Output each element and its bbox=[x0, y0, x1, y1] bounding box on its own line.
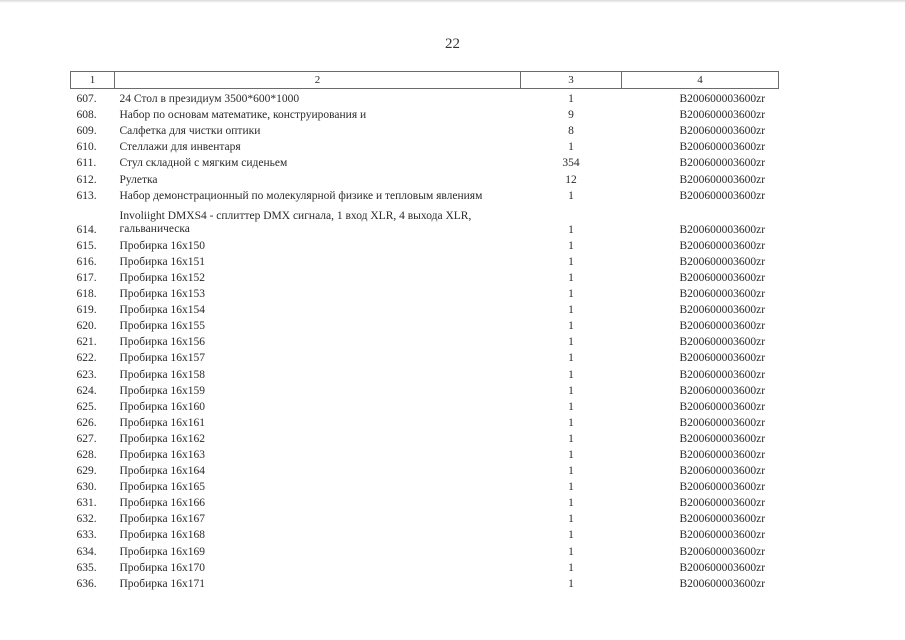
item-quantity: 1 bbox=[568, 93, 574, 106]
item-name: Пробирка 16х164 bbox=[119, 465, 205, 478]
table-row bbox=[71, 268, 779, 284]
table-row bbox=[71, 137, 779, 153]
item-quantity: 1 bbox=[568, 288, 574, 301]
item-code: B200600003600zr bbox=[679, 529, 766, 542]
inventory-table bbox=[70, 71, 779, 590]
item-name: 24 Стол в президиум 3500*600*1000 bbox=[119, 93, 300, 106]
item-name: Пробирка 16х152 bbox=[119, 271, 205, 284]
item-code: B200600003600zr bbox=[679, 481, 766, 494]
item-name: Пробирка 16х170 bbox=[119, 561, 205, 574]
header-col-name: 2 bbox=[115, 72, 521, 89]
table-row bbox=[71, 332, 779, 348]
row-number: 625. bbox=[76, 400, 97, 413]
row-number: 629. bbox=[76, 465, 97, 478]
row-number: 628. bbox=[76, 448, 97, 461]
row-number: 618. bbox=[76, 288, 97, 301]
item-quantity: 1 bbox=[568, 189, 574, 202]
item-name: Пробирка 16х153 bbox=[119, 288, 205, 301]
row-number: 631. bbox=[76, 497, 97, 510]
table-row bbox=[71, 445, 779, 461]
item-quantity: 1 bbox=[568, 271, 574, 284]
table-row bbox=[71, 477, 779, 493]
item-code: B200600003600zr bbox=[679, 368, 766, 381]
item-name: Пробирка 16х154 bbox=[119, 304, 205, 317]
item-quantity: 354 bbox=[562, 157, 580, 170]
table-row bbox=[71, 202, 779, 236]
item-name: Рулетка bbox=[119, 173, 158, 186]
table-row bbox=[71, 509, 779, 525]
item-name: Пробирка 16х157 bbox=[119, 352, 205, 365]
table-row bbox=[71, 525, 779, 541]
table-row bbox=[71, 541, 779, 557]
item-code: B200600003600zr bbox=[679, 545, 766, 558]
item-quantity: 12 bbox=[565, 173, 577, 186]
item-quantity: 9 bbox=[568, 109, 574, 122]
row-number: 621. bbox=[76, 336, 97, 349]
item-code: B200600003600zr bbox=[679, 271, 766, 284]
row-number: 626. bbox=[76, 416, 97, 429]
row-number: 636. bbox=[76, 577, 97, 590]
item-name: Пробирка 16х162 bbox=[119, 432, 205, 445]
item-name: Пробирка 16х150 bbox=[119, 239, 205, 252]
table-row bbox=[71, 169, 779, 185]
item-quantity: 1 bbox=[568, 304, 574, 317]
item-quantity: 1 bbox=[568, 432, 574, 445]
item-quantity: 1 bbox=[568, 416, 574, 429]
row-number: 634. bbox=[76, 545, 97, 558]
table-row bbox=[71, 153, 779, 169]
item-code: B200600003600zr bbox=[679, 384, 766, 397]
table-row bbox=[71, 364, 779, 380]
item-name: Салфетка для чистки оптики bbox=[119, 125, 261, 138]
row-number: 614. bbox=[76, 223, 97, 236]
table-row bbox=[71, 316, 779, 332]
item-code: B200600003600zr bbox=[679, 125, 766, 138]
item-name: Пробирка 16х160 bbox=[119, 400, 205, 413]
item-code: B200600003600zr bbox=[679, 141, 766, 154]
page-number: 22 bbox=[445, 36, 460, 52]
row-number: 633. bbox=[76, 529, 97, 542]
table-row bbox=[71, 105, 779, 121]
item-code: B200600003600zr bbox=[679, 432, 766, 445]
item-code: B200600003600zr bbox=[679, 352, 766, 365]
item-name: Пробирка 16х161 bbox=[119, 416, 205, 429]
item-quantity: 1 bbox=[568, 448, 574, 461]
item-quantity: 1 bbox=[568, 465, 574, 478]
header-col-code: 4 bbox=[622, 72, 779, 89]
item-quantity: 1 bbox=[568, 368, 574, 381]
table-row bbox=[71, 284, 779, 300]
item-quantity: 1 bbox=[568, 497, 574, 510]
table-row bbox=[71, 348, 779, 364]
table-row bbox=[71, 493, 779, 509]
item-code: B200600003600zr bbox=[679, 497, 766, 510]
table-row bbox=[71, 558, 779, 574]
item-quantity: 1 bbox=[568, 141, 574, 154]
row-number: 607. bbox=[76, 93, 97, 106]
item-quantity: 8 bbox=[568, 125, 574, 138]
row-number: 608. bbox=[76, 109, 97, 122]
item-code: B200600003600zr bbox=[679, 173, 766, 186]
scan-edge bbox=[0, 0, 905, 3]
item-name: Пробирка 16х158 bbox=[119, 368, 205, 381]
table-row bbox=[71, 381, 779, 397]
item-quantity: 1 bbox=[568, 400, 574, 413]
table-row bbox=[71, 300, 779, 316]
item-name: Пробирка 16х168 bbox=[119, 529, 205, 542]
table-row bbox=[71, 121, 779, 137]
table-header bbox=[71, 72, 779, 89]
item-code: B200600003600zr bbox=[679, 320, 766, 333]
row-number: 635. bbox=[76, 561, 97, 574]
row-number: 609. bbox=[76, 125, 97, 138]
item-code: B200600003600zr bbox=[679, 448, 766, 461]
item-name: Пробирка 16х165 bbox=[119, 481, 205, 494]
item-code: B200600003600zr bbox=[679, 157, 766, 170]
item-quantity: 1 bbox=[568, 577, 574, 590]
item-name: Пробирка 16х163 bbox=[119, 448, 205, 461]
item-code: B200600003600zr bbox=[679, 255, 766, 268]
item-quantity: 1 bbox=[568, 336, 574, 349]
row-number: 610. bbox=[76, 141, 97, 154]
row-number: 616. bbox=[76, 255, 97, 268]
item-code: B200600003600zr bbox=[679, 336, 766, 349]
item-name: Пробирка 16х155 bbox=[119, 320, 205, 333]
item-name: Involiight DMXS4 - сплиттер DMX сигнала, 1 вход XLR, 4 выхода XLR, гальваническа bbox=[119, 209, 472, 235]
header-col-number: 1 bbox=[71, 72, 115, 89]
row-number: 613. bbox=[76, 189, 97, 202]
item-quantity: 1 bbox=[568, 223, 574, 236]
item-quantity: 1 bbox=[568, 384, 574, 397]
item-name: Набор по основам математике, конструирования и bbox=[119, 109, 367, 122]
table-row bbox=[71, 252, 779, 268]
item-name: Стеллажи для инвентаря bbox=[119, 141, 241, 154]
row-number: 620. bbox=[76, 320, 97, 333]
item-quantity: 1 bbox=[568, 545, 574, 558]
table-row bbox=[71, 429, 779, 445]
item-quantity: 1 bbox=[568, 352, 574, 365]
item-name: Пробирка 16х166 bbox=[119, 497, 205, 510]
table-row bbox=[71, 397, 779, 413]
item-quantity: 1 bbox=[568, 481, 574, 494]
row-number: 623. bbox=[76, 368, 97, 381]
item-code: B200600003600zr bbox=[679, 304, 766, 317]
row-number: 617. bbox=[76, 271, 97, 284]
item-code: B200600003600zr bbox=[679, 288, 766, 301]
item-code: B200600003600zr bbox=[679, 561, 766, 574]
item-name: Набор демонстрационный по молекулярной физике и тепловым явлениям bbox=[119, 189, 483, 202]
table-row bbox=[71, 236, 779, 252]
row-number: 622. bbox=[76, 352, 97, 365]
table-row bbox=[71, 413, 779, 429]
item-quantity: 1 bbox=[568, 513, 574, 526]
item-name: Пробирка 16х151 bbox=[119, 255, 205, 268]
header-row bbox=[71, 72, 779, 89]
item-code: B200600003600zr bbox=[679, 189, 766, 202]
row-number: 627. bbox=[76, 432, 97, 445]
item-name: Пробирка 16х169 bbox=[119, 545, 205, 558]
item-code: B200600003600zr bbox=[679, 239, 766, 252]
table-row bbox=[71, 461, 779, 477]
item-code: B200600003600zr bbox=[679, 223, 766, 236]
row-number: 611. bbox=[76, 157, 97, 170]
item-quantity: 1 bbox=[568, 255, 574, 268]
item-quantity: 1 bbox=[568, 320, 574, 333]
item-name: Пробирка 16х156 bbox=[119, 336, 205, 349]
row-number: 619. bbox=[76, 304, 97, 317]
item-quantity: 1 bbox=[568, 239, 574, 252]
table-body bbox=[71, 89, 779, 590]
table-row bbox=[71, 574, 779, 590]
row-number: 630. bbox=[76, 481, 97, 494]
item-name: Пробирка 16х159 bbox=[119, 384, 205, 397]
item-code: B200600003600zr bbox=[679, 577, 766, 590]
item-quantity: 1 bbox=[568, 561, 574, 574]
item-name: Пробирка 16х167 bbox=[119, 513, 205, 526]
header-col-quantity: 3 bbox=[521, 72, 622, 89]
item-name: Стул складной с мягким сиденьем bbox=[119, 157, 288, 170]
table-row bbox=[71, 89, 779, 106]
item-quantity: 1 bbox=[568, 529, 574, 542]
row-number: 615. bbox=[76, 239, 97, 252]
row-number: 612. bbox=[76, 173, 97, 186]
table-row bbox=[71, 186, 779, 202]
item-code: B200600003600zr bbox=[679, 109, 766, 122]
item-code: B200600003600zr bbox=[679, 416, 766, 429]
row-number: 632. bbox=[76, 513, 97, 526]
item-code: B200600003600zr bbox=[679, 513, 766, 526]
item-code: B200600003600zr bbox=[679, 400, 766, 413]
item-code: B200600003600zr bbox=[679, 93, 766, 106]
item-code: B200600003600zr bbox=[679, 465, 766, 478]
row-number: 624. bbox=[76, 384, 97, 397]
item-name: Пробирка 16х171 bbox=[119, 577, 205, 590]
